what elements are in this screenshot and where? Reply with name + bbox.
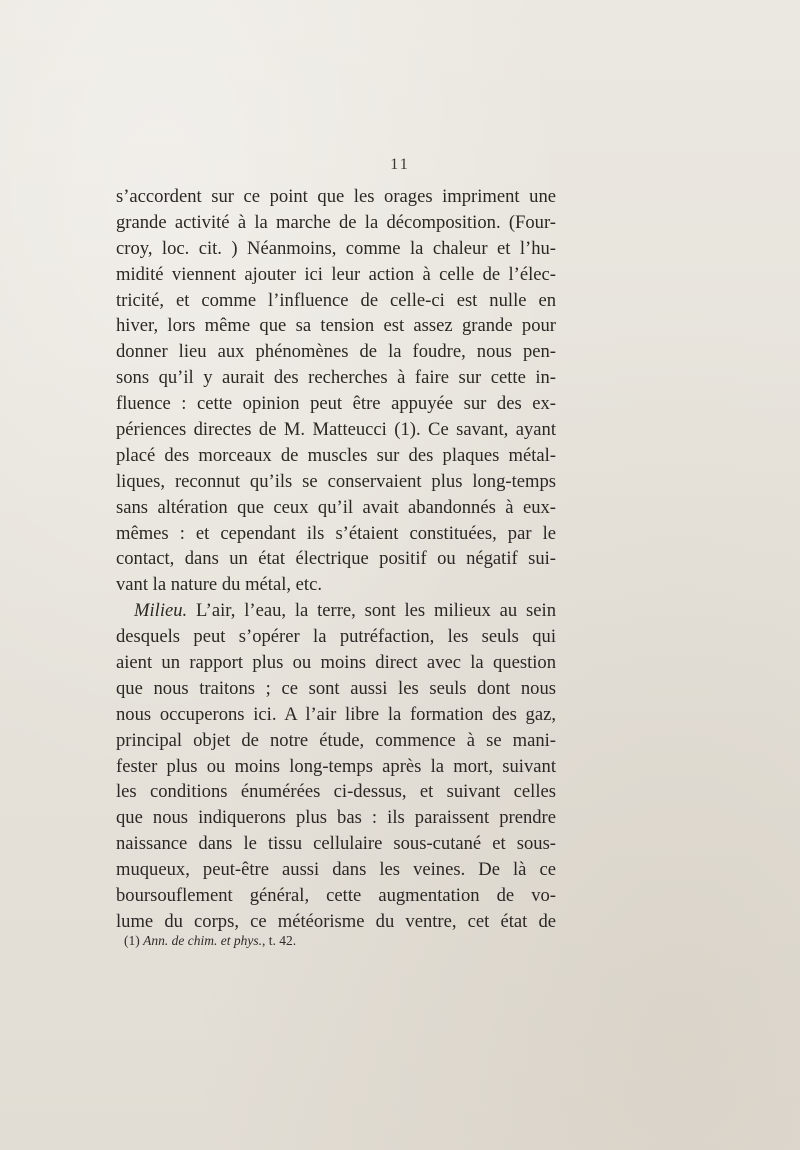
text-line: aient un rapport plus ou moins direct avec la question <box>116 652 556 674</box>
text-line: périences directes de M. Matteucci (1). Ce savant, ayant <box>116 419 556 441</box>
text-line: sons qu’il y aurait des recherches à faire sur cette in- <box>116 367 556 389</box>
text-line: mêmes : et cependant ils s’étaient constituées, par le <box>116 522 556 544</box>
text-line: croy, loc. cit. ) Néanmoins, comme la chaleur et l’hu- <box>116 237 556 259</box>
text-line: fester plus ou moins long-temps après la mort, suivant <box>116 755 556 777</box>
paragraph-electricity <box>116 184 556 598</box>
text-line: hiver, lors même que sa tension est assez grande pour <box>116 315 556 337</box>
paragraph-milieu <box>116 598 556 935</box>
text-line: fluence : cette opinion peut être appuyée sur des ex- <box>116 393 556 415</box>
footnote-rest: , t. 42. <box>261 933 297 948</box>
text-line: naissance dans le tissu cellulaire sous-cutané et sous- <box>116 833 556 855</box>
text-line: que nous indiquerons plus bas : ils paraissent prendre <box>116 807 556 829</box>
text-line: que nous traitons ; ce sont aussi les seuls dont nous <box>116 677 556 699</box>
text-line-rest: L’air, l’eau, la terre, sont les milieux au sein <box>187 600 556 622</box>
text-line: contact, dans un état électrique positif ou négatif sui- <box>116 548 556 570</box>
section-heading: Milieu. <box>134 600 188 622</box>
text-line: liques, reconnut qu’ils se conservaient plus long-temps <box>116 470 556 492</box>
text-line: les conditions énumérées ci-dessus, et suivant celles <box>116 781 556 803</box>
footnote-citation: Ann. de chim. et phys. <box>143 933 262 948</box>
text-line: vant la nature du métal, etc. <box>116 574 322 596</box>
text-line-first <box>116 598 556 624</box>
text-line: placé des morceaux de muscles sur des plaques métal- <box>116 444 556 466</box>
text-line: lume du corps, ce météorisme du ventre, cet état de <box>116 910 556 932</box>
text-line: nous occuperons ici. A l’air libre la formation des gaz, <box>116 703 556 725</box>
text-line: sans altération que ceux qu’il avait abandonnés à eux- <box>116 496 556 518</box>
text-line: principal objet de notre étude, commence à se mani- <box>116 729 556 751</box>
text-line: grande activité à la marche de la décomposition. (Four- <box>116 211 556 233</box>
footnote-marker: (1) <box>124 933 140 948</box>
text-line: s’accordent sur ce point que les orages impriment une <box>116 186 556 207</box>
text-line: boursouflement général, cette augmentation de vo- <box>116 885 556 907</box>
text-line: midité viennent ajouter ici leur action à celle de l’élec- <box>116 263 556 285</box>
text-line: desquels peut s’opérer la putréfaction, les seuls qui <box>116 626 556 648</box>
text-line: muqueux, peut-être aussi dans les veines. De là ce <box>116 859 556 881</box>
text-line: tricité, et comme l’influence de celle-ci est nulle en <box>116 289 556 311</box>
text-line: donner lieu aux phénomènes de la foudre, nous pen- <box>116 341 556 363</box>
footnote <box>124 933 296 949</box>
page-number: 11 <box>390 156 410 173</box>
body-text <box>116 184 556 935</box>
